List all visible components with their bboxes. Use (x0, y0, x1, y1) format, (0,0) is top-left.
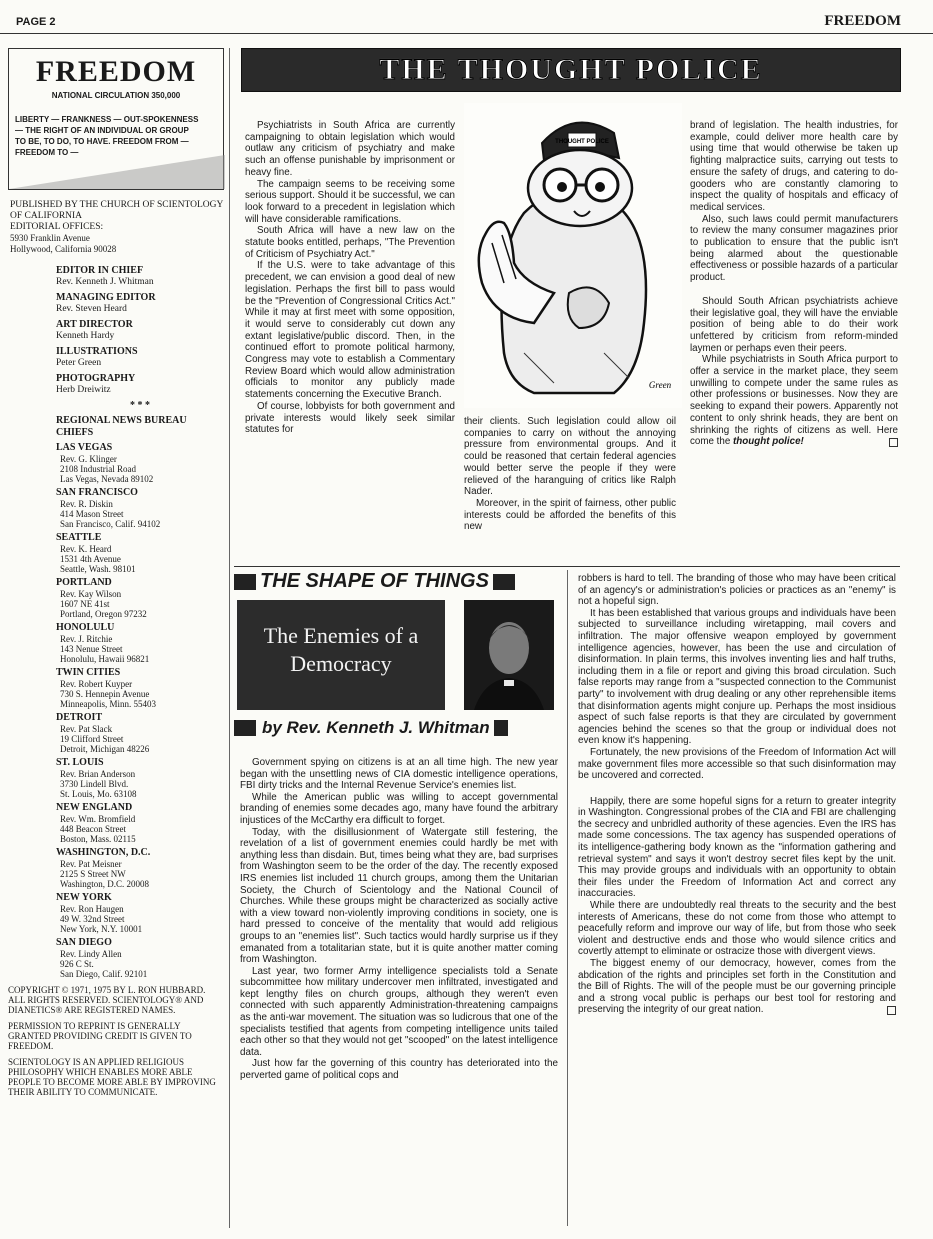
thought-police-column-3 (690, 120, 898, 448)
bureau-line: Rev. Brian Anderson (60, 769, 136, 779)
cartoon-signature: Green (648, 380, 672, 390)
staff-role: ILLUSTRATIONS (56, 346, 138, 357)
cartoon-illustration (464, 103, 682, 408)
bureau-entry (56, 622, 224, 664)
paragraph: Also, such laws could permit manufacturers to review the many consumer magazines prior to publication to ensure that the public isn't being alarmed about the questionable effectiveness or possible hazards of a particular product. (690, 213, 898, 284)
bureau-line: Rev. Pat Meisner (60, 859, 122, 869)
bureau-entry (56, 802, 224, 844)
shape-of-things-title: THE SHAPE OF THINGS (260, 570, 489, 592)
page-number: PAGE 2 (16, 16, 56, 28)
staff-role: EDITOR IN CHIEF (56, 265, 144, 276)
masthead-triangle-graphic (9, 155, 225, 189)
paragraph: The campaign seems to be receiving some serious support. Should it be successful, we can look forward to a precedent in legislation which will have considerable ramifications. (245, 178, 455, 225)
bureau-line: Rev. Lindy Allen (60, 949, 122, 959)
publisher: PUBLISHED BY THE CHURCH OF SCIENTOLOGY OF CALIFORNIA (10, 200, 223, 221)
masthead-box (8, 48, 224, 190)
enemies-title: The Enemies of a Democracy (263, 623, 419, 676)
bureau-line: 1531 4th Avenue (60, 554, 121, 564)
thought-police-title: THE THOUGHT POLICE (379, 53, 763, 86)
bureau-entry (56, 532, 224, 574)
editorial-label: EDITORIAL OFFICES: (10, 222, 104, 232)
thought-police-column-2 (464, 416, 676, 533)
bureau-line: Portland, Oregon 97232 (60, 609, 147, 619)
bureau-heading: REGIONAL NEWS BUREAU CHIEFS (56, 415, 187, 438)
staff-name: Herb Dreiwitz (56, 385, 111, 395)
paragraph: their clients. Such legislation could allow oil companies to carry on without the annoying pressure from environmental groups. And it could be reasoned that certain federal agencies would better serve the people if they were relieved of the haranguing of critics like Ralph Nader. (464, 416, 676, 498)
column-divider (567, 570, 568, 1226)
header-block-icon (234, 574, 256, 590)
byline-block-icon (494, 720, 508, 736)
bureau-city: HONOLULU (56, 622, 115, 633)
section-separator (234, 566, 900, 567)
bureau-city: NEW ENGLAND (56, 802, 133, 813)
paragraph: Psychiatrists in South Africa are currently campaigning to obtain legislation which would outlaw any criticism of psychiatry and make such an offense punishable by imprisonment or heavy fine. (245, 120, 455, 178)
philosophy-statement: SCIENTOLOGY IS AN APPLIED RELIGIOUS PHILOSOPHY WHICH ENABLES MORE ABLE PEOPLE TO BECOME MORE ABLE BY IMPROVING THEIR ABILITY TO COMMUNICATE. (8, 1057, 216, 1097)
bureau-line: 49 W. 32nd Street (60, 914, 125, 924)
shape-of-things-header (234, 570, 554, 592)
paragraph: robbers is hard to tell. The branding of those who may have been critical of an agency's or administration's policies or practices as an "enemy" is not a hopeful sign. (578, 573, 896, 608)
bureau-city: NEW YORK (56, 892, 112, 903)
staff-name: Peter Green (56, 358, 102, 368)
header-block-icon (493, 574, 515, 590)
bureau-line: Honolulu, Hawaii 96821 (60, 654, 150, 664)
header-paper-name: FREEDOM (824, 13, 901, 29)
paragraph: Should South African psychiatrists achieve their legislative goal, they will have the enviable position of being able to do their work unfettered by criticism from reform-minded laymen or perhaps even their peers. (690, 295, 898, 354)
paragraph: It has been established that various groups and individuals have been subjected to surveillance including wiretapping, mail covers and infiltration. The major offensive weapon employed by government intelligence agencies, however, has been the use and circulation of disinformation. In plain terms, this involves inventing lies and half truths, including them in a file or report and giving this broad circulation. Such false reports may range from a "suspected connection to the Communist party" to involvement with drug dealing or any other reprehensible items that disinformation agents might conjure up. Perhaps the most insidious aspect of such false reports is that they are circulated by government agencies behind the scenes so that the group or individual does not even know it's happening. (578, 607, 896, 747)
paragraph: While the American public was willing to accept governmental branding of enemies some decades ago, many have found the arbitrary injustices of the McCarthy era difficult to forget. (240, 791, 558, 826)
bureau-list (56, 415, 224, 979)
staff-role: ART DIRECTOR (56, 319, 133, 330)
bureau-line: San Diego, Calif. 92101 (60, 969, 148, 979)
separator-stars: * * * (130, 400, 150, 411)
bureau-line: Rev. R. Diskin (60, 499, 113, 509)
paragraph: Today, with the disillusionment of Watergate still festering, the revelation of a list of government enemies could hardly be met with anything less than disdain. But, times being what they are, bad surprises from Washington seem to be the order of the day. The recently exposed IRS enemies list included 11 church groups, among them the Unitarian Society, the Church of Scientology and the National Council of Churches. While these groups might be characterized as socially active with a view toward non-violently improving conditions in society, one is hard pressed to conceive of the mentality that would add religious groups to an "enemies list". Such tactics would hardly surprise us if they emanated from a totalitarian state, but it is quite another matter coming from Washington. (240, 826, 558, 966)
thought-police-cartoon (464, 103, 682, 408)
bureau-line: Rev. Pat Slack (60, 724, 113, 734)
paragraph (690, 354, 898, 448)
bureau-city: WASHINGTON, D.C. (56, 847, 151, 858)
bureau-entry (56, 487, 224, 529)
bureau-line: Rev. Kay Wilson (60, 589, 122, 599)
paragraph (578, 958, 896, 1016)
bureau-city: SEATTLE (56, 532, 102, 543)
paragraph: While there are undoubtedly real threats to the security and the best interests of Americans, these do not come from those who attempt to peacefully reform and improve our way of life, but from those who seek violent and destructive ends and those who would silence critics and covertly attempt to eliminate or ostracize those with divergent views. (578, 900, 896, 958)
bureau-entry (56, 757, 224, 799)
shape-left-column (240, 757, 558, 1082)
thought-police-banner (241, 48, 901, 92)
portrait-image (464, 600, 554, 710)
column-divider (229, 48, 230, 1228)
bureau-entry (56, 712, 224, 754)
end-mark-icon (889, 438, 898, 447)
paragraph-text: While psychiatrists in South Africa purport to offer a service in the market place, they seem unwilling to compete under the same rules as other professions or businesses. Now they are seeking to expand their powers. Apparently not content to only shrink heads, they are bent on shrinking the rights of citizens as well. Here come the (690, 354, 898, 448)
bureau-line: San Francisco, Calif. 94102 (60, 519, 161, 529)
bureau-entry (56, 577, 224, 619)
bureau-line: St. Louis, Mo. 63108 (60, 789, 137, 799)
bureau-line: 2108 Industrial Road (60, 464, 136, 474)
circulation: NATIONAL CIRCULATION 350,000 (51, 91, 181, 100)
editorial-address-1: 5930 Franklin Avenue (10, 233, 90, 243)
paragraph: South Africa will have a new law on the statute books entitled, perhaps, "The Prevention of Criticism of Psychiatry Act." (245, 225, 455, 260)
masthead-title: FREEDOM (35, 55, 197, 88)
staff-role: PHOTOGRAPHY (56, 373, 136, 384)
paragraph: brand of legislation. The health industries, for example, could deliver more health care by using time that would otherwise be taken up fighting malpractice suits, carrying out tests to ensure the safety of drugs, and catering to do-gooders who are constantly clamoring to inspect the quality of hospitals and efficacy of medical services. (690, 120, 898, 213)
enemies-title-box (237, 600, 445, 710)
bureau-city: ST. LOUIS (56, 757, 104, 768)
end-mark-icon (887, 1006, 896, 1015)
staff-role: MANAGING EDITOR (56, 292, 156, 303)
bureau-line: Rev. K. Heard (60, 544, 112, 554)
bureau-city: SAN DIEGO (56, 937, 112, 948)
paragraph: Happily, there are some hopeful signs for a return to greater integrity in Washington. Congressional probes of the CIA and FBI are challenging the secrecy and unbridled authority of these agencies. Even the IRS has made some concessions. The tax agency has suspended operations of its intelligence-gathering body known as the "information gathering and retrieval system" and says it won't destroy secret files kept by the unit. This may provide groups and individuals with an opportunity to obtain their files under the Freedom of Information Act and correct any inaccuracies. (578, 795, 896, 900)
header-rule (0, 33, 933, 34)
bureau-line: Boston, Mass. 02115 (60, 834, 136, 844)
paragraph: Moreover, in the spirit of fairness, other public interests could be afforded the benefits of this new (464, 497, 676, 533)
thought-police-emphasis: thought police! (733, 436, 804, 448)
bureau-line: Rev. Robert Kuyper (60, 679, 133, 689)
copyright-notice: COPYRIGHT © 1971, 1975 BY L. RON HUBBARD. ALL RIGHTS RESERVED. SCIENTOLOGY® AND DIANETICS® ARE REGISTERED NAMES. (8, 985, 206, 1015)
bureau-city: TWIN CITIES (56, 667, 121, 678)
bureau-entry (56, 937, 224, 979)
bureau-line: 414 Mason Street (60, 509, 124, 519)
bureau-line: Minneapolis, Minn. 55403 (60, 699, 156, 709)
byline (234, 718, 564, 740)
bureau-line: Seattle, Wash. 98101 (60, 564, 136, 574)
staff-name: Kenneth Hardy (56, 331, 115, 341)
bureau-line: 143 Nenue Street (60, 644, 123, 654)
bureau-line: 1607 NE 41st (60, 599, 110, 609)
bureau-line: 2125 S Street NW (60, 869, 126, 879)
shape-right-column (578, 573, 896, 1016)
paragraph: Just how far the governing of this country has deteriorated into the perverted game of political cops and (240, 1058, 558, 1082)
bureau-line: Rev. J. Ritchie (60, 634, 113, 644)
hat-badge-text: THOUGHT POLICE (555, 139, 609, 145)
bureau-city: LAS VEGAS (56, 442, 113, 453)
bureau-line: Rev. Wm. Bromfield (60, 814, 136, 824)
bureau-line: New York, N.Y. 10001 (60, 924, 143, 934)
editorial-address-2: Hollywood, California 90028 (10, 244, 117, 254)
paragraph: Government spying on citizens is at an all time high. The new year began with the unsettling news of CIA domestic intelligence operations, FBI dirty tricks and the Internal Revenue Service's enemies list. (240, 757, 558, 792)
bureau-line: Las Vegas, Nevada 89102 (60, 474, 154, 484)
bureau-line: 730 S. Hennepin Avenue (60, 689, 150, 699)
bureau-city: DETROIT (56, 712, 103, 723)
paragraph: Of course, lobbyists for both government and private interests would likely seek similar statutes for (245, 400, 455, 436)
bureau-line: Rev. Ron Haugen (60, 904, 124, 914)
byline-block-icon (234, 720, 256, 736)
bureau-entry (56, 442, 224, 484)
bureau-entry (56, 892, 224, 934)
bureau-line: Washington, D.C. 20008 (60, 879, 150, 889)
paragraph: Fortunately, the new provisions of the Freedom of Information Act will make government files more accessible so that such disinformation may be uncovered and corrected. (578, 746, 896, 782)
reprint-permission: PERMISSION TO REPRINT IS GENERALLY GRANTED PROVIDING CREDIT IS GIVEN TO FREEDOM. (8, 1021, 192, 1051)
staff-list (56, 265, 224, 979)
bureau-line: Detroit, Michigan 48226 (60, 744, 150, 754)
paragraph-text: The biggest enemy of our democracy, however, comes from the abdication of the rights and principles set forth in the Constitution and the Bill of Rights. The will of the people must be our governing principle and a strong vocal public is perhaps our best tool for restoring and preserving the integrity of our great nation. (578, 958, 896, 1016)
bureau-line: 19 Clifford Street (60, 734, 124, 744)
bureau-line: 448 Beacon Street (60, 824, 126, 834)
masthead (8, 48, 224, 1226)
bureau-entry (56, 847, 224, 889)
motto: LIBERTY — FRANKNESS — OUT-SPOKENNESS — THE RIGHT OF AN INDIVIDUAL OR GROUP TO BE, TO DO, TO HAVE. FREEDOM FROM — FREEDOM TO — (15, 115, 199, 157)
author-portrait (464, 600, 554, 710)
bureau-line: 926 C St. (60, 959, 94, 969)
bureau-city: PORTLAND (56, 577, 112, 588)
staff-name: Rev. Steven Heard (56, 304, 127, 314)
bureau-line: Rev. G. Klinger (60, 454, 117, 464)
byline-text: by Rev. Kenneth J. Whitman (262, 718, 490, 737)
thought-police-column-1 (245, 120, 455, 436)
bureau-entry (56, 667, 224, 709)
bureau-line: 3730 Lindell Blvd. (60, 779, 129, 789)
paragraph: Last year, two former Army intelligence specialists told a Senate subcommittee how military undercover men infiltrated, investigated and kept lengthy files on church groups, although they weren't even connected with such apparently Administration-threatening campaigns as the anti-war movement. The situation was so ludicrous that one of the specialists testified that agents from competing intelligence units tailed each other so that they would not get "scooped" on the latest intelligence data. (240, 965, 558, 1058)
bureau-city: SAN FRANCISCO (56, 487, 138, 498)
paragraph: If the U.S. were to take advantage of this precedent, we can envision a good deal of new legislation. Perhaps the first bill to pass would be the "Prevention of Congressional Critics Act." While it may at first meet with some opposition, it would serve to considerably cut down any extant legislative/public discord. Then, in the continued effort to promote political harmony, Congress may vote to establish a Commentary Review Board which would allow administration officials to monitor any publicly made statements concerning the Executive Branch. (245, 260, 455, 401)
staff-name: Rev. Kenneth J. Whitman (56, 277, 154, 287)
